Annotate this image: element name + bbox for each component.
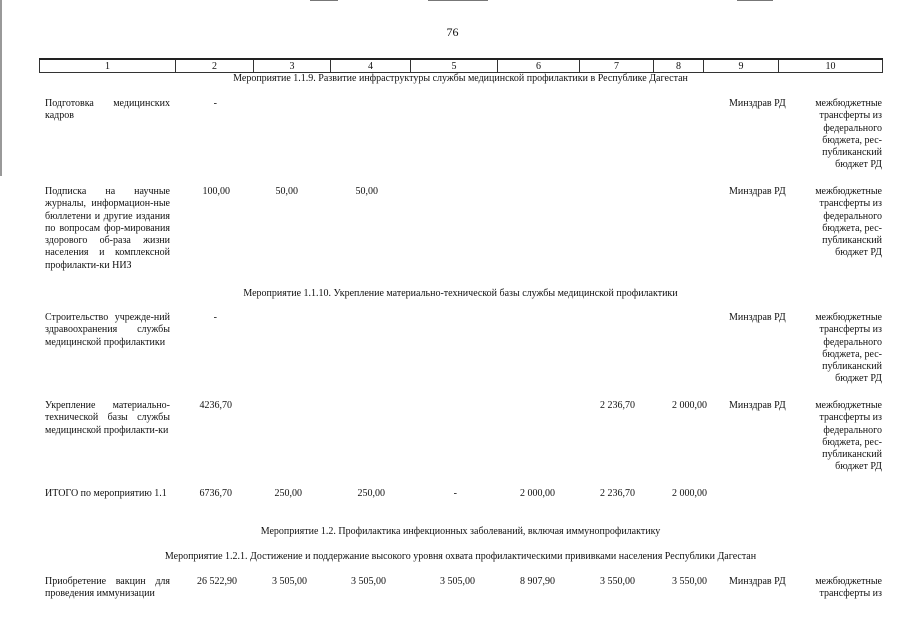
column-number: 4 — [331, 59, 411, 73]
column-number: 2 — [176, 59, 254, 73]
value-col4: 3 505,00 — [351, 576, 386, 587]
value-total: 26 522,90 — [197, 576, 237, 587]
column-header-row — [39, 58, 883, 73]
value-col5: - — [453, 488, 457, 499]
measure-name: Подписка на научные журналы, информацион-ные бюллетени и другие издания по вопросам фор-мирования здорового об-раза жизни населения и комплексной профилакти-ки НИЗ — [45, 186, 170, 271]
funding-source: межбюджетные трансферты из федерального бюджета, рес-публиканский бюджет РД — [815, 312, 882, 385]
value-total: 6736,70 — [199, 488, 232, 499]
value-col8: 2 000,00 — [672, 488, 707, 499]
funding-source: межбюджетные трансферты из федерального бюджета, рес-публиканский бюджет РД — [815, 400, 882, 473]
value-total: 100,00 — [202, 186, 230, 197]
column-number: 1 — [40, 59, 176, 73]
column-number: 10 — [779, 59, 883, 73]
column-number: 3 — [254, 59, 331, 73]
column-number: 9 — [704, 59, 779, 73]
funding-source: межбюджетные трансферты из — [815, 576, 882, 600]
value-total: - — [213, 98, 217, 109]
column-number: 5 — [411, 59, 498, 73]
page-number: 76 — [446, 25, 459, 39]
executor: Минздрав РД — [729, 576, 786, 587]
column-number: 8 — [654, 59, 704, 73]
top-rule-left — [310, 0, 338, 1]
value-total: 4236,70 — [199, 400, 232, 411]
funding-source: межбюджетные трансферты из федерального бюджета, рес-публиканский бюджет РД — [815, 98, 882, 171]
value-col8: 3 550,00 — [672, 576, 707, 587]
executor: Минздрав РД — [729, 312, 786, 323]
value-col7: 2 236,70 — [600, 400, 635, 411]
executor: Минздрав РД — [729, 400, 786, 411]
value-col7: 3 550,00 — [600, 576, 635, 587]
section-title-1-1-9: Мероприятие 1.1.9. Развитие инфраструктуры службы медицинской профилактики в Республике Дагестан — [233, 73, 688, 84]
section-title-1-2: Мероприятие 1.2. Профилактика инфекционных заболеваний, включая иммунопрофилактику — [260, 526, 661, 537]
value-col5: 3 505,00 — [440, 576, 475, 587]
executor: Минздрав РД — [729, 186, 786, 197]
value-col6: 8 907,90 — [520, 576, 555, 587]
section-title-1-1-10: Мероприятие 1.1.10. Укрепление материально-технической базы службы медицинской профилактики — [243, 288, 678, 299]
top-rule-center — [428, 0, 488, 1]
section-title-1-2-1: Мероприятие 1.2.1. Достижение и поддержание высокого уровня охвата профилактическими прививками населения Республики Дагестан — [164, 551, 757, 562]
measure-name: Строительство учрежде-ний здравоохранения службы медицинской профилактики — [45, 312, 170, 348]
column-number: 7 — [580, 59, 654, 73]
value-col7: 2 236,70 — [600, 488, 635, 499]
executor: Минздрав РД — [729, 98, 786, 109]
value-col8: 2 000,00 — [672, 400, 707, 411]
funding-source: межбюджетные трансферты из федерального бюджета, рес-публиканский бюджет РД — [815, 186, 882, 259]
measure-name: Подготовка медицинских кадров — [45, 98, 170, 122]
top-rule-right — [737, 0, 773, 1]
measure-name: Укрепление материально-технической базы службы медицинской профилакти-ки — [45, 400, 170, 436]
value-col6: 2 000,00 — [520, 488, 555, 499]
value-total: - — [213, 312, 217, 323]
value-col3: 250,00 — [274, 488, 302, 499]
measure-name: Приобретение вакцин для проведения иммунизации — [45, 576, 170, 600]
value-col4: 250,00 — [357, 488, 385, 499]
measure-name: ИТОГО по мероприятию 1.1 — [45, 488, 167, 499]
value-col3: 3 505,00 — [272, 576, 307, 587]
column-number: 6 — [498, 59, 580, 73]
value-col3: 50,00 — [275, 186, 298, 197]
value-col4: 50,00 — [355, 186, 378, 197]
